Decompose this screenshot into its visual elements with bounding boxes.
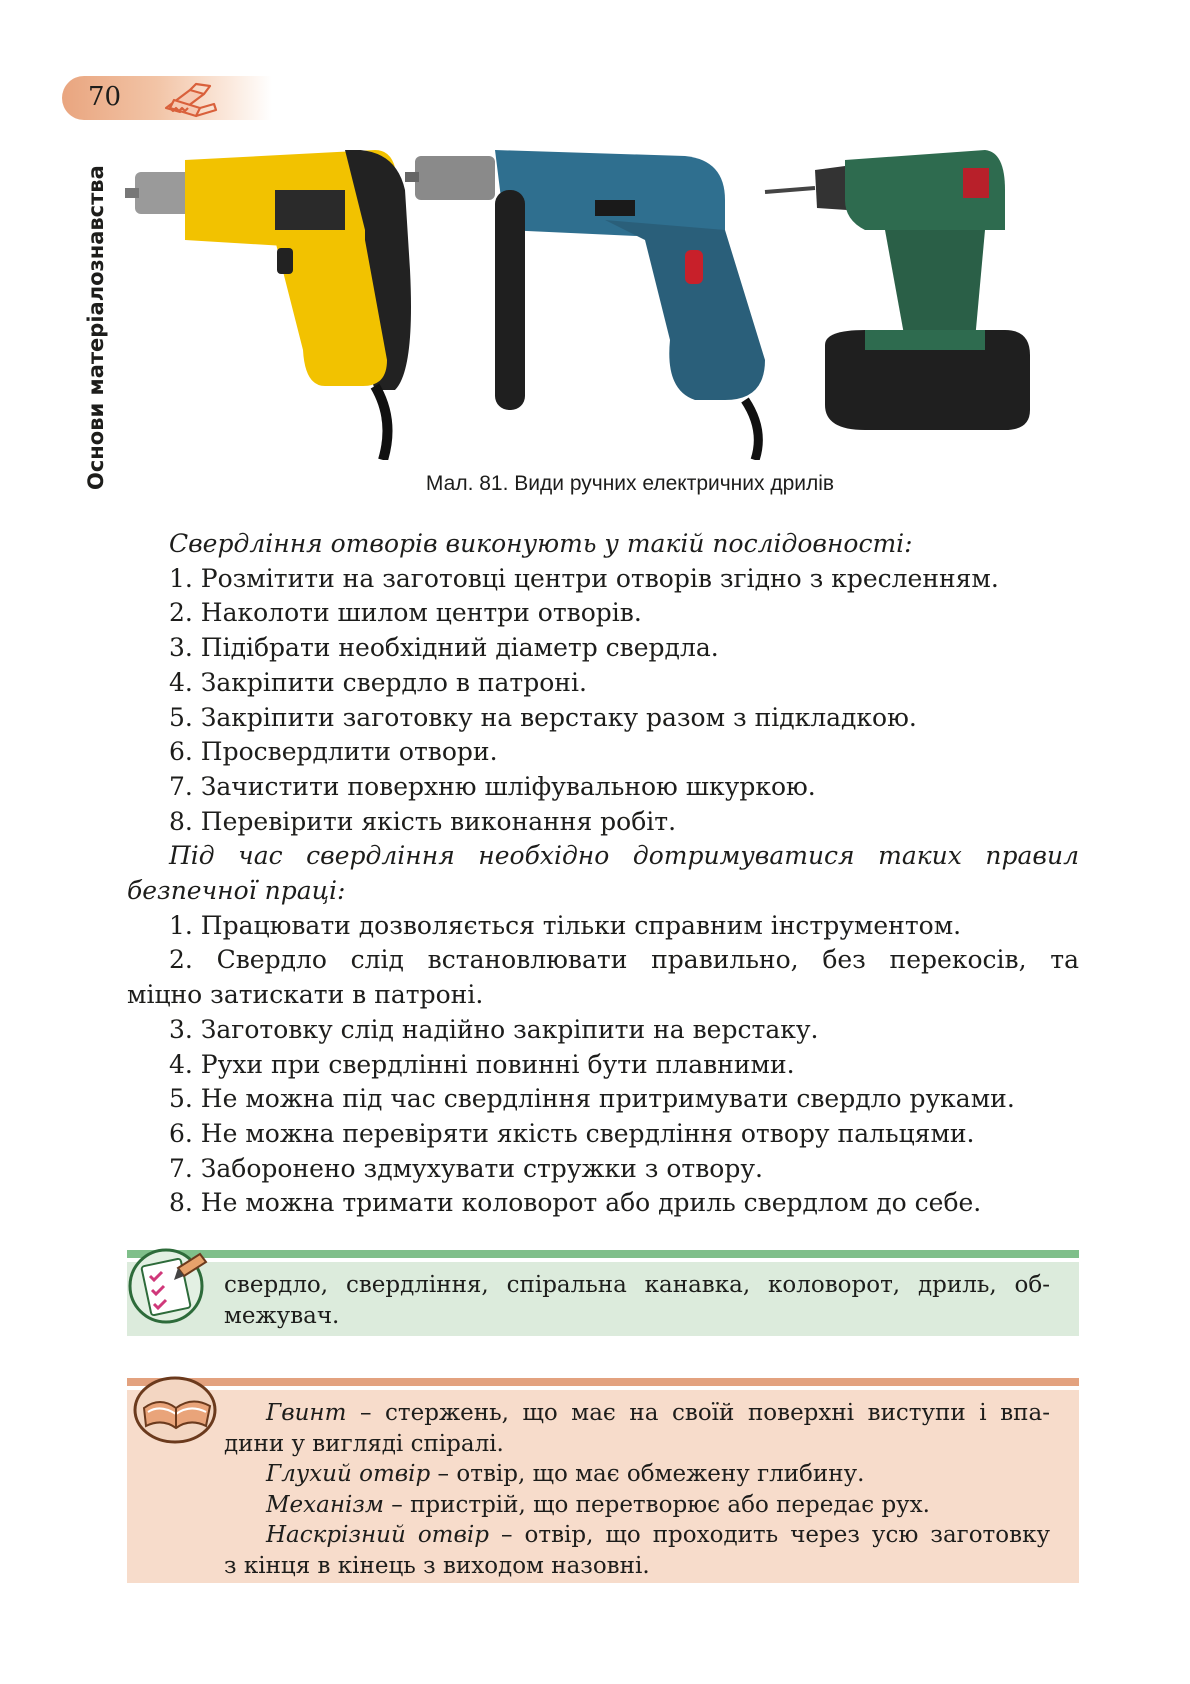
glossary-term: Наскрізний отвір	[266, 1522, 489, 1548]
glossary-entry	[224, 1520, 1050, 1551]
procedure-step: 8. Перевірити якість виконання робіт.	[169, 806, 677, 836]
procedure-step: 2. Наколоти шилом центри отворів.	[169, 598, 642, 628]
glossary-entry	[224, 1459, 1050, 1490]
safety-rule: 6. Не можна перевіряти якість свердління отвору пальцями.	[169, 1118, 975, 1148]
keywords-bar	[127, 1250, 1079, 1258]
safety-intro-cont: безпечної праці:	[127, 876, 346, 906]
procedure-intro: Свердління отворів виконують у такій послідовності:	[169, 529, 913, 558]
figure-caption: Мал. 81. Види ручних електричних дрилів	[425, 472, 835, 495]
glossary-term: Механізм	[266, 1491, 384, 1518]
safety-rule: 4. Рухи при свердлінні повинні бути плавними.	[169, 1049, 795, 1079]
procedure-step: 4. Закріпити свердло в патроні.	[169, 667, 587, 697]
glossary-term: Глухий отвір	[266, 1461, 431, 1487]
glossary-entry	[224, 1398, 1050, 1429]
keywords-text	[224, 1270, 1050, 1332]
safety-rule: 2. Свердло слід встановлювати правильно, без перекосів, та	[169, 945, 1079, 975]
yellow-corded-drill	[125, 150, 411, 460]
green-cordless-drill	[765, 150, 1030, 430]
glossary-text	[224, 1398, 1050, 1581]
keywords-line: межувач.	[224, 1303, 340, 1329]
glossary-entry	[224, 1490, 1050, 1521]
main-text	[127, 527, 1079, 1221]
procedure-step: 3. Підібрати необхідний діаметр свердла.	[169, 633, 719, 663]
procedure-step: 7. Зачистити поверхню шліфувальною шкуркою.	[169, 771, 816, 801]
saw-tools-icon	[160, 78, 220, 120]
safety-rule: 8. Не можна тримати коловорот або дриль свердлом до себе.	[169, 1188, 982, 1218]
glossary-definition: – пристрій, що перетворює або передає рух.	[383, 1491, 930, 1518]
glossary-definition: – отвір, що має обмежену глибину.	[430, 1461, 865, 1487]
glossary-term: Гвинт	[266, 1400, 347, 1426]
glossary-entry-cont: з кінця в кінець з виходом назовні.	[224, 1552, 650, 1579]
glossary-definition: – отвір, що проходить через усю заготовку	[488, 1522, 1050, 1548]
glossary-bar	[127, 1378, 1079, 1386]
glossary-definition: – стержень, що має на своїй поверхні виступи і впа-	[346, 1400, 1050, 1426]
drills-illustration	[125, 150, 1085, 460]
safety-rule: 7. Заборонено здмухувати стружки з отвору.	[169, 1153, 763, 1183]
procedure-step: 5. Закріпити заготовку на верстаку разом з підкладкою.	[169, 702, 917, 732]
safety-rule-cont: міцно затискати в патроні.	[127, 980, 484, 1010]
keywords-line: свердло, свердління, спіральна канавка, коловорот, дриль, об-	[224, 1272, 1050, 1298]
glossary-entry-cont: дини у вигляді спіралі.	[224, 1430, 504, 1457]
checklist-pencil-icon	[126, 1240, 214, 1328]
blue-impact-drill	[405, 150, 765, 460]
procedure-step: 6. Просвердлити отвори.	[169, 737, 498, 767]
safety-rule: 5. Не можна під час свердління притримувати свердло руками.	[169, 1084, 1015, 1114]
page-number: 70	[88, 82, 122, 112]
section-side-title: Основи матеріалознавства	[84, 165, 108, 490]
procedure-step: 1. Розмітити на заготовці центри отворів згідно з кресленням.	[169, 563, 999, 593]
open-book-icon	[130, 1368, 225, 1446]
safety-intro: Під час свердління необхідно дотримуватися таких правил	[169, 841, 1079, 871]
safety-rule: 3. Заготовку слід надійно закріпити на верстаку.	[169, 1014, 819, 1044]
safety-rule: 1. Працювати дозволяється тільки справним інструментом.	[169, 910, 962, 940]
